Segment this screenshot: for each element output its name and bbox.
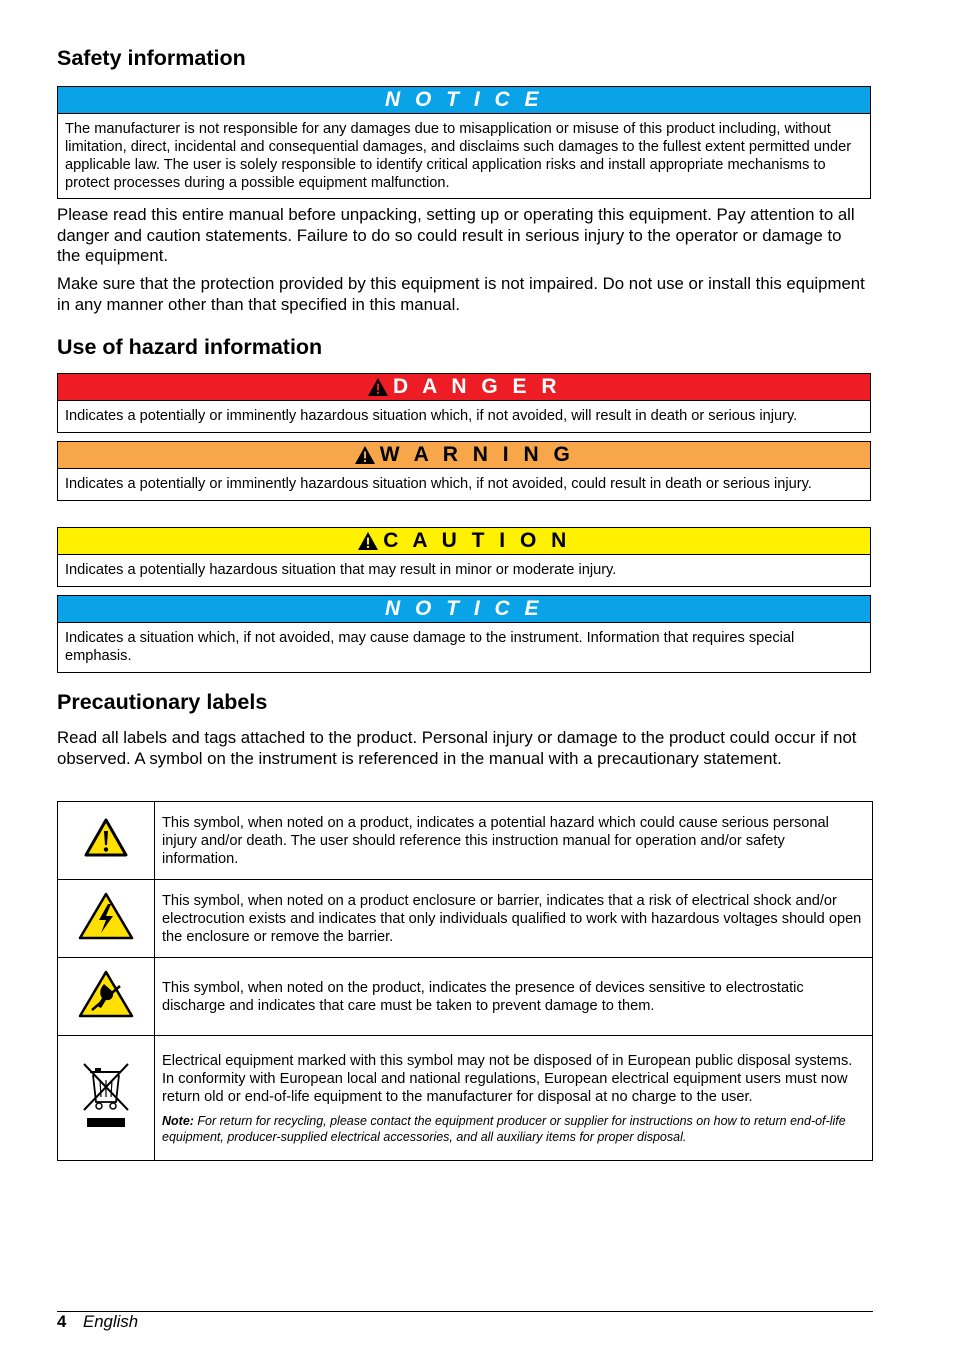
danger-heading-label: D A N G E R bbox=[392, 375, 562, 398]
warning-box bbox=[57, 441, 871, 501]
notice-heading: N O T I C E bbox=[58, 87, 870, 114]
general-hazard-icon bbox=[84, 818, 128, 858]
labels-intro-paragraph: Read all labels and tags attached to the product. Personal injury or damage to the product could occur if not observed. A symbol on the instrument is referenced in the manual with a precautionary statement. bbox=[57, 728, 857, 768]
weee-bin-icon bbox=[81, 1062, 131, 1130]
warning-heading bbox=[58, 442, 870, 469]
note-label: Note: bbox=[162, 1113, 194, 1128]
notice-box bbox=[57, 86, 871, 199]
page-footer bbox=[57, 1312, 138, 1332]
symbol-description bbox=[155, 1036, 873, 1161]
esd-sensitive-icon bbox=[78, 970, 134, 1018]
warning-text: Indicates a potentially or imminently hazardous situation which, if not avoided, could result in death or serious injury. bbox=[65, 476, 812, 492]
symbol-row bbox=[58, 802, 873, 880]
warning-triangle-icon bbox=[367, 377, 389, 397]
caution-heading bbox=[58, 528, 870, 555]
weee-note bbox=[162, 1113, 864, 1145]
safety-paragraph-1: Please read this entire manual before unpacking, setting up or operating this equipment. Pay attention to all danger and caution statements. Failure to do so could result in serious injury to the operator or damage to the equipment. bbox=[57, 205, 855, 265]
caution-heading-label: C A U T I O N bbox=[383, 529, 571, 552]
note-text: For return for recycling, please contact the equipment producer or supplier for instructions on how to return end-of-life equipment, producer-supplied electrical accessories, and all auxiliary items for proper disposal. bbox=[162, 1113, 846, 1144]
notice-text: The manufacturer is not responsible for any damages due to misapplication or misuse of this product including, without limitation, direct, incidental and consequential damages, and disclaims such damages to the fullest extent permitted under applicable law. The user is solely responsible to identify critical application risks and install appropriate mechanisms to protect processes during a possible equipment malfunction. bbox=[65, 121, 852, 191]
symbol-cell bbox=[58, 1036, 155, 1161]
symbol-table bbox=[57, 801, 873, 1161]
page-number: 4 bbox=[57, 1312, 67, 1331]
notice-definition-heading: N O T I C E bbox=[58, 596, 870, 623]
footer-divider bbox=[57, 1311, 873, 1312]
notice-definition-box bbox=[57, 595, 871, 673]
safety-paragraph-2: Make sure that the protection provided by this equipment is not impaired. Do not use or install this equipment in any manner other than that specified in this manual. bbox=[57, 274, 865, 314]
danger-heading bbox=[58, 374, 870, 401]
notice-definition-text: Indicates a situation which, if not avoided, may cause damage to the instrument. Information that requires special emphasis. bbox=[65, 630, 795, 664]
symbol-cell bbox=[58, 958, 155, 1036]
footer-language: English bbox=[83, 1312, 139, 1331]
symbol-row bbox=[58, 958, 873, 1036]
section-title-labels: Precautionary labels bbox=[57, 690, 268, 714]
symbol-description: This symbol, when noted on the product, indicates the presence of devices sensitive to electrostatic discharge and indicates that care must be taken to prevent damage to them. bbox=[155, 958, 873, 1036]
symbol-cell bbox=[58, 802, 155, 880]
warning-heading-label: W A R N I N G bbox=[379, 443, 575, 466]
warning-triangle-icon bbox=[354, 445, 376, 465]
section-title-safety: Safety information bbox=[57, 46, 246, 70]
warning-triangle-icon bbox=[357, 531, 379, 551]
section-title-hazard: Use of hazard information bbox=[57, 335, 323, 359]
danger-box bbox=[57, 373, 871, 433]
danger-text: Indicates a potentially or imminently hazardous situation which, if not avoided, will result in death or serious injury. bbox=[65, 408, 798, 424]
symbol-cell bbox=[58, 880, 155, 958]
symbol-description: This symbol, when noted on a product, indicates a potential hazard which could cause serious personal injury and/or death. The user should reference this instruction manual for operation and/or safety information. bbox=[155, 802, 873, 880]
electrical-shock-icon bbox=[78, 892, 134, 940]
symbol-description: This symbol, when noted on a product enclosure or barrier, indicates that a risk of electrical shock and/or electrocution exists and indicates that only individuals qualified to work with hazardous voltages should open the enclosure or remove the barrier. bbox=[155, 880, 873, 958]
symbol-row bbox=[58, 880, 873, 958]
caution-text: Indicates a potentially hazardous situation that may result in minor or moderate injury. bbox=[65, 562, 617, 578]
weee-text: Electrical equipment marked with this symbol may not be disposed of in European public disposal systems. In conformity with European local and national regulations, European electrical equipment users must now return old or end-of-life equipment to the manufacturer for disposal at no charge to the user. bbox=[162, 1052, 853, 1105]
caution-box bbox=[57, 527, 871, 587]
symbol-row bbox=[58, 1036, 873, 1161]
